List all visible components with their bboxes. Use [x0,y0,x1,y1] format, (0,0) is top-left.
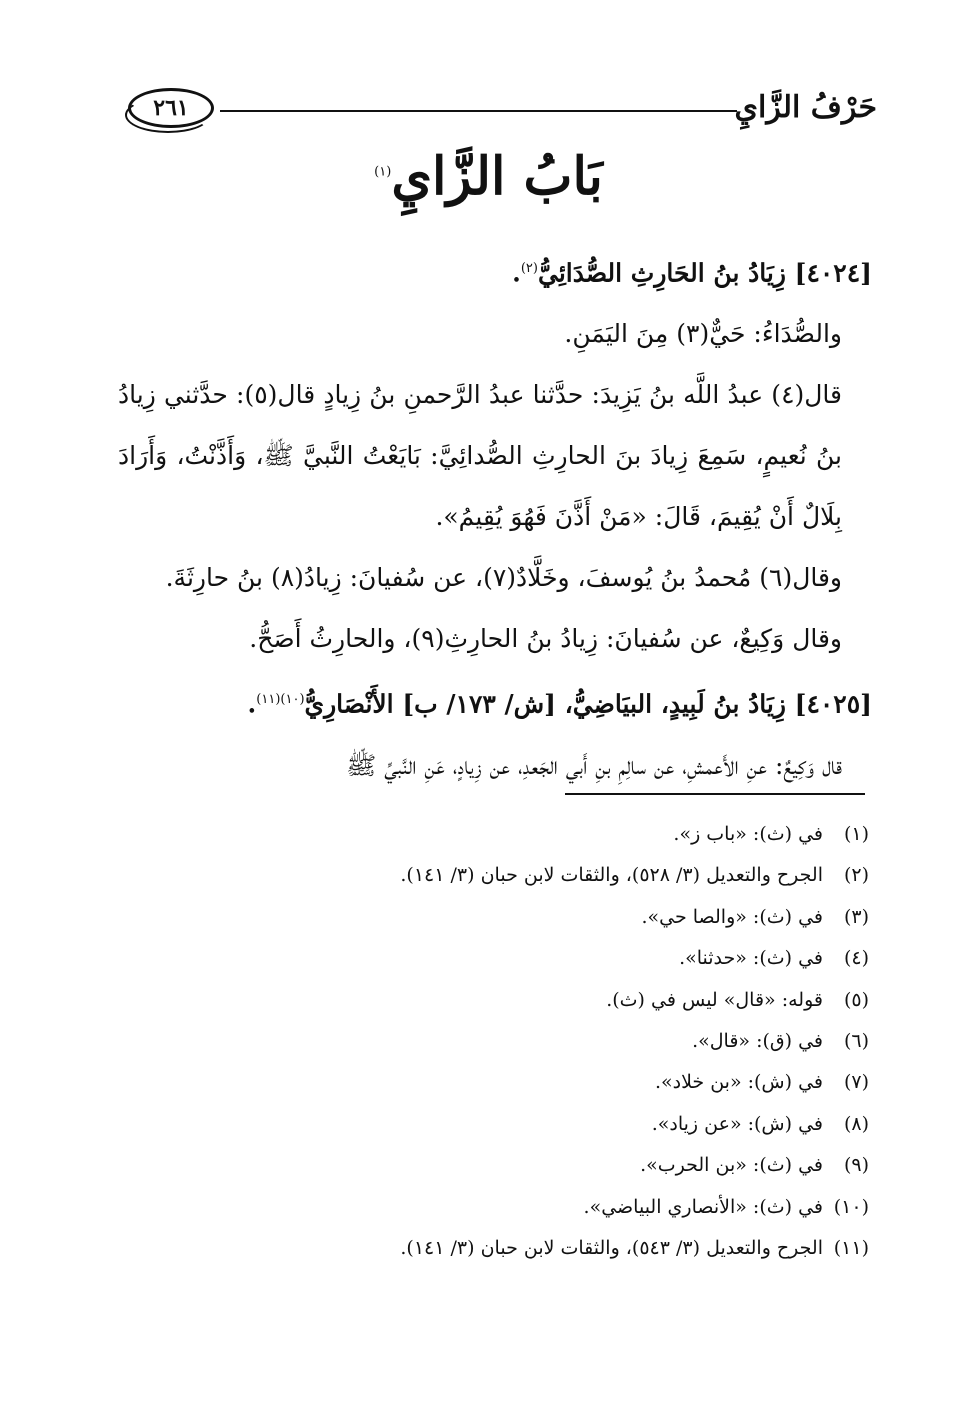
footnote-number: (٩) [843,1154,869,1177]
footnote-item [118,897,869,938]
footnote-number: (٤) [843,947,869,970]
footnote-number: (٨) [843,1112,869,1135]
footnote-ref: (١) [374,164,392,180]
footnote-item [118,980,869,1021]
entry-heading-4024: [٤٠٢٤] زِيَادُ بنُ الحَارِثِ الصُّدَائِيُّ$^{(٢)}$. [512,258,872,288]
entry-heading-text: [٤٠٢٤] زِيَادُ بنُ الحَارِثِ الصُّدَائِيُّ [537,258,872,288]
footnote-number: (٥) [843,988,869,1011]
footnote-number: (٣) [843,905,869,928]
footnote-text: في (ث): «باب ز». [673,823,823,845]
footnote-ref: (١٠)(١١) [256,692,305,708]
paragraph: قال وَكِيعٌ: عنِ الأَعمشِ، عن سالِمِ بنِ أَبي الجَعدِ، عن زِيادٍ، عَنِ النَّبيِّ ﷺ [346,750,842,780]
footnote-text: الجرح والتعديل (٣/ ٥٢٨)، والثقات لابن حبان (٣/ ١٤١). [400,864,823,887]
footnote-item [118,1228,869,1269]
footnote-number: (١) [843,823,869,845]
footnote-separator [565,793,865,795]
main-text [118,238,872,796]
footnote-item [118,814,869,855]
entry-heading-4025: [٤٠٢٥] زِيَادُ بنُ لَبِيدٍ، البيَاضِيُّ، [ش/ ١٧٣/ ب] الأَنْصَارِيُّ$^{(١٠)(١١)}$. [247,689,872,719]
footnote-text: في (ث): «الأنصاري البياضي». [583,1195,823,1218]
footnotes [118,814,869,1269]
chapter-title [0,146,977,207]
footnote-item [118,855,869,896]
chapter-name: حَرْفُ الزَّايِ [734,90,877,125]
footnote-number: (١١) [833,1237,869,1260]
footnote-number: (١٠) [833,1195,869,1218]
footnote-item [118,1021,869,1062]
footnote-item [118,1145,869,1186]
footnote-item [118,938,869,979]
footnote-text: في (ث): «حدثنا». [679,947,823,970]
footnote-item [118,1104,869,1145]
footnote-item [118,1187,869,1228]
chapter-title-text: بَابُ الزَّايِ [391,146,603,207]
paragraph: قال(٤) عبدُ اللَّه بنُ يَزِيدَ: حدَّثنا عبدُ الرَّحمنِ بنُ زِيادٍ قال(٥): حدَّثني زِيادُ بنُ نُعيمٍ، سَمِعَ زِيادَ بنَ الحارِثِ الصُّدائِيَّ: بَايَعْتُ النَّبيَّ ﷺ، وَأَذَّنْتُ، وَأَرَادَ بِلَالٌ أَنْ يُقِيمَ، قَالَ: «مَنْ أَذَّنَ فَهُوَ يُقِيمُ». [118,380,842,532]
footnote-text: في (ث): «بن الحرب». [640,1154,823,1177]
footnote-text: في (ش): «عن زياد». [651,1112,823,1135]
footnote-text: قوله: «قال» ليس في (ث). [606,988,823,1011]
footnote-number: (٦) [843,1030,869,1053]
footnote-text: في (ث): «والصا حي». [641,905,823,928]
footnote-text: في (ش): «بن خلاد». [654,1071,823,1094]
entry-heading-text: [٤٠٢٥] زِيَادُ بنُ لَبِيدٍ، البيَاضِيُّ، [ش/ ١٧٣/ ب] الأَنْصَارِيُّ [304,689,872,719]
page-number: ٢٦١ [128,88,214,128]
header-rule [220,110,737,112]
footnote-number: (٢) [843,864,869,887]
running-header [128,88,877,132]
footnote-item [118,1062,869,1103]
footnote-text: الجرح والتعديل (٣/ ٥٤٣)، والثقات لابن حبان (٣/ ١٤١). [400,1237,823,1260]
footnote-text: في (ق): «قال». [692,1030,823,1053]
footnote-number: (٧) [843,1071,869,1094]
paragraph: والصُّدَاءُ: حَيٌّ(٣) مِنَ اليَمَنِ. [564,319,842,349]
paragraph: وقال وَكِيعٌ، عن سُفيانَ: زِيادُ بنُ الحارِثِ(٩)، والحارِثُ أَصَحُّ. [249,624,842,654]
footnote-ref: (٢) [520,261,538,276]
paragraph: وقال(٦) مُحمدُ بنُ يُوسفَ، وخَلَّادٌ(٧)، عن سُفيانَ: زِيادُ(٨) بنُ حارِثَةَ. [165,563,842,593]
